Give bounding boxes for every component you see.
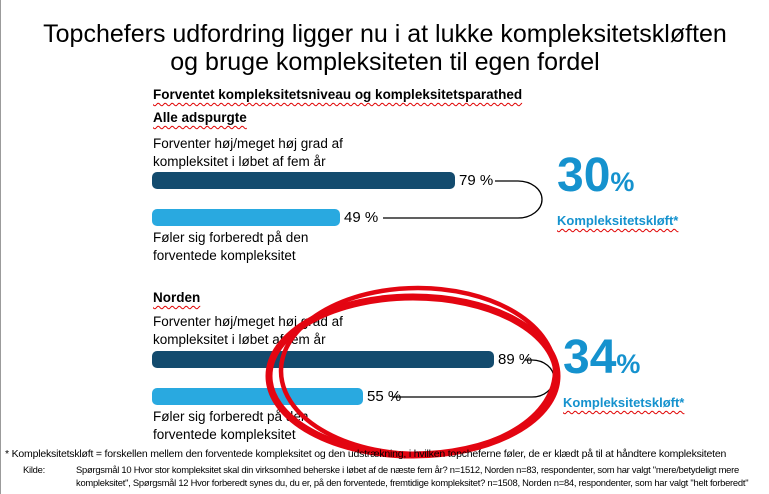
bar-label-prepared-norden xyxy=(153,408,308,444)
bar-label-line: kompleksitet i løbet af fem år xyxy=(153,154,326,169)
source-text xyxy=(76,463,748,489)
bar-label-expected-alle xyxy=(153,135,343,171)
bar-row-expected-alle xyxy=(152,172,493,189)
chart-title: Forventet kompleksitetsniveau og kompleksitetsparathed xyxy=(153,87,523,102)
bar-expected-norden xyxy=(152,351,494,368)
bar-prepared-alle xyxy=(152,209,340,226)
bar-value-label: 55 % xyxy=(367,388,402,405)
group-name-norden: Norden xyxy=(153,290,201,305)
bar-label-line: forventede kompleksitet xyxy=(153,248,296,263)
gap-callout-norden xyxy=(563,331,685,410)
bar-label-line: Forventer høj/meget høj grad af xyxy=(153,136,343,151)
gap-label: Kompleksitetskløft* xyxy=(557,213,679,228)
gap-callout-alle xyxy=(557,149,679,228)
source-text-line2: kompleksitet", Spørgsmål 12 Hvor forberedt synes du, du er, på den forventede, fremtidige kompleksitet? n=1508, Norden n=84, respondenter, som har valgt "helt forberedt" xyxy=(76,477,749,488)
bar-value-label: 79 % xyxy=(459,172,494,189)
bar-row-prepared-alle xyxy=(152,209,378,226)
page-title-line1: Topchefers udfordring ligger nu i at lukke kompleksitetskløften xyxy=(43,19,727,48)
bar-row-prepared-norden xyxy=(152,388,401,405)
bar-label-expected-norden xyxy=(153,313,343,349)
bar-value-label: 89 % xyxy=(498,351,533,368)
page-title-line2: og bruge kompleksiteten til egen fordel xyxy=(170,47,600,76)
gap-percent-sign: % xyxy=(616,349,641,379)
source-text-line1: Spørgsmål 10 Hvor stor kompleksitet skal din virksomhed beherske i løbet af de næste fem år? n=1512, Norden n=83, respondenter, som har valgt "mere/betydeligt mere xyxy=(76,464,739,475)
bar-expected-alle xyxy=(152,172,455,189)
footnote-definition: * Kompleksitetskløft = forskellen mellem den forventede kompleksitet og den udstrækning, i hvilken topcheferne føler, de er klædt på til at håndtere kompleksiteten xyxy=(5,448,727,460)
gap-label: Kompleksitetskløft* xyxy=(563,395,685,410)
bar-prepared-norden xyxy=(152,388,363,405)
gap-value xyxy=(557,149,678,205)
group-name-alle-adspurgte: Alle adspurgte xyxy=(153,110,247,125)
bar-value-label: 49 % xyxy=(344,209,379,226)
source-note xyxy=(23,463,768,489)
bar-label-line: Føler sig forberedt på den xyxy=(153,409,309,424)
page-title xyxy=(1,20,769,76)
gap-number-text: 34 xyxy=(563,331,617,384)
gap-percent-sign: % xyxy=(610,167,635,197)
gap-number-text: 30 xyxy=(557,149,611,202)
gap-value xyxy=(563,331,684,387)
bar-label-line: forventede kompleksitet xyxy=(153,427,296,442)
bar-label-line: Føler sig forberedt på den xyxy=(153,230,309,245)
bar-label-line: Forventer høj/meget høj grad af xyxy=(153,314,343,329)
bar-row-expected-norden xyxy=(152,351,532,368)
source-label: Kilde: xyxy=(23,464,45,475)
bar-label-line: kompleksitet i løbet af fem år xyxy=(153,332,326,347)
bar-label-prepared-alle xyxy=(153,229,308,265)
